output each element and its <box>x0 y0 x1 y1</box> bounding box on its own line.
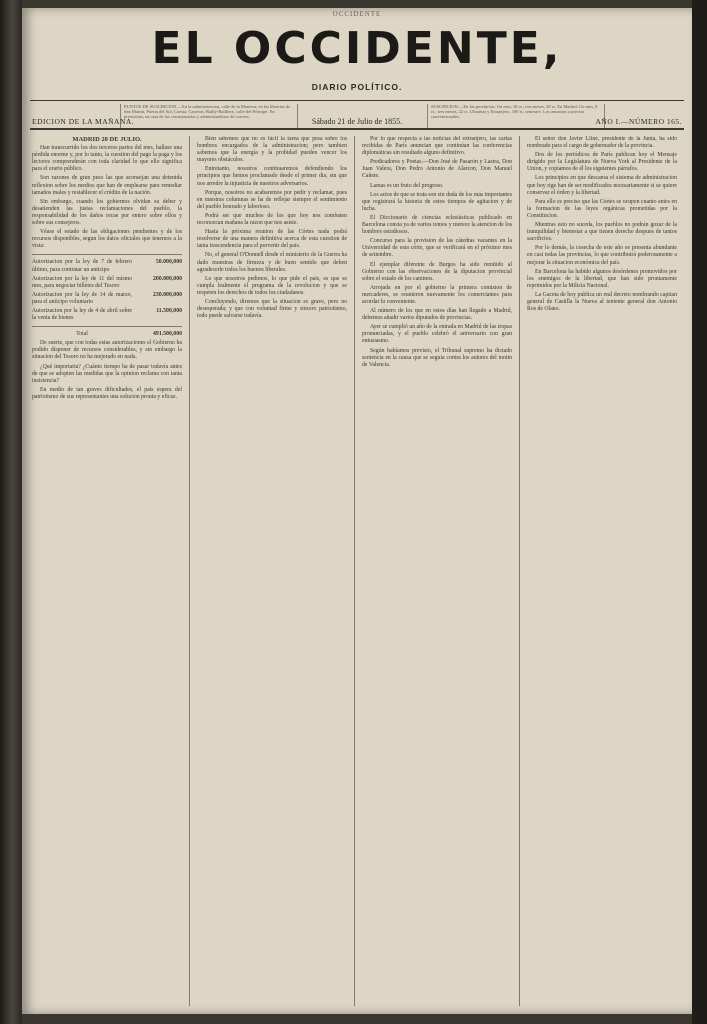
page-edge <box>692 0 707 1024</box>
paragraph: Dos de los periódicos de París publican hoy el Mensaje dirigido por la Legislatura de Nueva York al Presidente de la Union, y copiamos de él los siguientes párrafos. <box>527 152 677 173</box>
column-divider <box>354 136 355 1006</box>
paragraph: No, el general O'Donnell desde el ministerio de la Guerra ha dado muestras de firmeza y de buen sentido que deben agradecerle todos los buenos liberales. <box>197 252 347 273</box>
section-heading: MADRID 20 DE JULIO. <box>72 136 142 143</box>
paragraph: Lo que nosotros pedimos, lo que pide el pais, es que se cumpla lealmente el programa de la revolucion y que se respeten los derechos de todos los ciudadanos. <box>197 275 347 296</box>
table-row <box>32 276 182 290</box>
paragraph: El señor don Javier Lliné, presidente de la Junta, ha sido nombrado para el cargo de gobernador de la provincia. <box>527 136 677 150</box>
paragraph: Podrá ser que muchos de los que hoy nos combaten reconozcan mañana la razon que nos asiste. <box>197 212 347 227</box>
paragraph: Véase el estado de las obligaciones pendientes y de los recursos disponibles, segun los datos oficiales que tenemos a la vista: <box>32 229 182 250</box>
column-1 <box>32 136 182 1006</box>
paragraph: Arrojada en por el gobierno la primera comision de mercaderes, se reunieron nuevamente los comerciantes para acordar lo conveniente. <box>362 284 512 305</box>
table-value: 11.500,000 <box>156 307 182 314</box>
paragraph: Porque, nosotros no acabaremos por pedir y reclamar, pues en nuestras columnas se ha de reflejar siempre el sentimiento del pueblo honrado y laborioso. <box>197 189 347 210</box>
table-total-label: Total <box>76 331 88 338</box>
paragraph: Concurso para la provision de las cátedras vacantes en la Universidad de esta córte, que se verificará en el próximo mes de setiembre. <box>362 238 512 259</box>
table-label: Autorizacion por la ley de 4 de abril sobre la venta de bienes <box>32 307 132 322</box>
authorization-table <box>32 259 182 338</box>
subscription-points-box: PUNTOS DE SUSCRICION.—En la administracion, calle de la Montera; en las librerías de San Martin, Puerta del Sol; Cuesta, Carretas; Bailly-Bailliere, calle del Príncipe. En provincias, en casa de los comisionados y administradores de correos. <box>120 104 298 130</box>
paragraph: Predicadores y Poetas.—Don José de Pasarón y Lastra, Don Juan Valera, Don Pedro Antonio de Alarcon, Don Manuel Cañete. <box>362 159 512 180</box>
table-label: Autorizacion por la ley de 7 de febrero último, para contratar un anticipo <box>32 259 132 273</box>
paragraph: Bien sabemos que no es fácil la tarea que pesa sobre los hombres encargados de la administracion; pero tambien sabemos que la energía y la probidad pueden vencer los mayores obstáculos. <box>197 136 347 164</box>
paragraph: Por lo demás, la cosecha de este año se presenta abundante en casi todas las provincias, lo que contribuirá poderosamente a mejorar la situacion económica del país. <box>527 245 677 266</box>
table-row <box>32 292 182 306</box>
newspaper-title: EL OCCIDENTE, <box>151 23 563 74</box>
paragraph: Los principios en que descansa el sistema de administracion que hoy rige han de ser modificados necesariamente si se quiere conservar el órden y la libertad. <box>527 175 677 196</box>
paragraph: Han transcurrido los dos terceros partes del mes, hallase una pérdida enorme y, por lo tanto, la cuestion del pago la paga y los lectores comprenderán con toda claridad lo que ello significa para el erario público. <box>32 145 182 173</box>
paragraph: Según habíamos previsto, el Tribunal supremo ha dictado sentencia en la causa que se seguia contra los autores del motin de Valencia. <box>362 347 512 368</box>
subscription-prices-box: SUSCRICION.—En las provincias: Un mes, 10 rs.; tres meses, 28 rs. En Madrid: Un mes, 8 rs.; tres meses, 22 rs. Ultramar y Extranjero, 100 rs. semestre. Los anuncios a precios convencionales. <box>427 104 605 130</box>
table-label: Autorizacion por la ley de 14 de marzo, para el anticipo voluntario <box>32 291 132 305</box>
paragraph: Ayer se cumplió un año de la entrada en Madrid de las tropas pronunciadas, y el pueblo celebró el aniversario con gran entusiasmo. <box>362 324 512 345</box>
table-label: Autorizacion por la ley de 11 del mismo mes, para negociar billetes del Tesoro <box>32 275 132 289</box>
column-divider <box>189 136 190 1006</box>
column-divider <box>519 136 520 1006</box>
article-columns <box>22 136 692 1014</box>
masthead <box>22 8 692 128</box>
paragraph: Mientras esto no suceda, los pueblos no podrán gozar de la tranquilidad y bienestar a que tienen derecho despues de tantos sacrificios. <box>527 222 677 243</box>
column-3 <box>362 136 512 1006</box>
paragraph: Son razones de gran peso las que aconsejan una detenida reflexion sobre los medios que han de emplearse para remediar tamaños males y restablecer el crédito de la nación. <box>32 175 182 196</box>
masthead-rule-top <box>30 100 684 101</box>
issue-number: AÑO I.—NÚMERO 165. <box>595 117 682 126</box>
table-row <box>32 308 182 322</box>
paragraph: Al número de los que en estos días han llegado a Madrid, debemos añadir varios diputados de provincias. <box>362 308 512 322</box>
paragraph: Por lo que respecta a las noticias del extranjero, las cartas recibidas de París anuncian que continúan las conferencias diplomáticas sin resultado alguno definitivo. <box>362 136 512 157</box>
column-2 <box>197 136 347 1006</box>
newspaper-page <box>22 8 692 1014</box>
table-total-row <box>32 331 182 338</box>
paragraph: ¿Qué importaria? ¿Cuánto tiempo ha de pasar todavía antes de que se adopten las medidas que la opinion reclama con tanta insistencia? <box>32 363 182 384</box>
issue-date: Sábado 21 de Julio de 1855. <box>311 117 403 126</box>
paragraph: Entretanto, nosotros continuaremos defendiendo los principios que hemos proclamado desde el primer dia, sin que nos arredre la injusticia de nuestros adversarios. <box>197 166 347 187</box>
paragraph: En medio de tan graves dificultades, el pais espera del patriotismo de sus representantes una solucion pronta y eficaz. <box>32 386 182 400</box>
paragraph: Lamas es un fruto del progreso. <box>370 182 444 189</box>
table-value: 50.000,000 <box>155 259 182 266</box>
paragraph: De suerte, que con todas estas autorizaciones el Gobierno ha podido disponer de recursos considerables, y sin embargo la situacion del Tesoro no ha mejorado en nada. <box>32 340 182 361</box>
newspaper-subtitle: DIARIO POLÍTICO. <box>311 82 403 92</box>
table-row <box>32 259 182 273</box>
paragraph: En Barcelona ha habido algunos desórdenes promovidos por los enemigos de la libertad, que han sido prontamente reprimidos por la Milicia Nacional. <box>527 268 677 289</box>
paragraph: El Diccionario de ciencias eclesiásticas publicado en Barcelona consta ya de varios tomos y merece la atencion de los hombres estudiosos. <box>362 214 512 236</box>
header-running-title: OCCIDENTE <box>332 10 382 18</box>
divider <box>32 254 182 255</box>
paragraph: La Gaceta de hoy publica un real decreto nombrando capitan general de Castilla la Nueva al teniente general don Antonio Ros de Olano. <box>527 291 677 313</box>
paragraph: Sin embargo, cuando los gobiernos olvidan su deber y desatienden las justas reclamaciones del pueblo, la responsabilidad de los daños recae por entero sobre ellos y sobre sus consejeros. <box>32 198 182 227</box>
column-4 <box>527 136 677 1006</box>
paragraph: Concluyendo, diremos que la situacion es grave, pero no desesperada; y que con voluntad firme y sincero patriotismo, todo puede salvarse todavía. <box>197 298 347 320</box>
table-total-value: 491.500,000 <box>153 331 182 338</box>
paragraph: El ejemplar diferente de Burgos ha sido remitido al Gobierno con las observaciones de la diputacion provincial sobre el estado de los caminos. <box>362 261 512 282</box>
edition-label: EDICION DE LA MAÑANA. <box>32 117 135 126</box>
divider <box>32 326 182 327</box>
book-spine <box>0 0 22 1024</box>
masthead-rule-bottom <box>30 128 684 130</box>
table-value: 230.000,000 <box>153 291 182 298</box>
paragraph: Hasta la próxima reunion de las Córtes nada podrá resolverse de una manera definitiva acerca de esta cuestion de tanta trascendencia para el porvenir del pais. <box>197 229 347 250</box>
table-value: 200.000,000 <box>153 275 182 282</box>
paragraph: Para ello es preciso que las Córtes se ocupen cuanto antes en la formacion de las leyes orgánicas prometidas por la Constitucion. <box>527 198 677 219</box>
paragraph: Los actos de que se trata son sin duda de los más importantes que registrará la historia de estos tiempos de agitacion y de lucha. <box>362 191 512 212</box>
